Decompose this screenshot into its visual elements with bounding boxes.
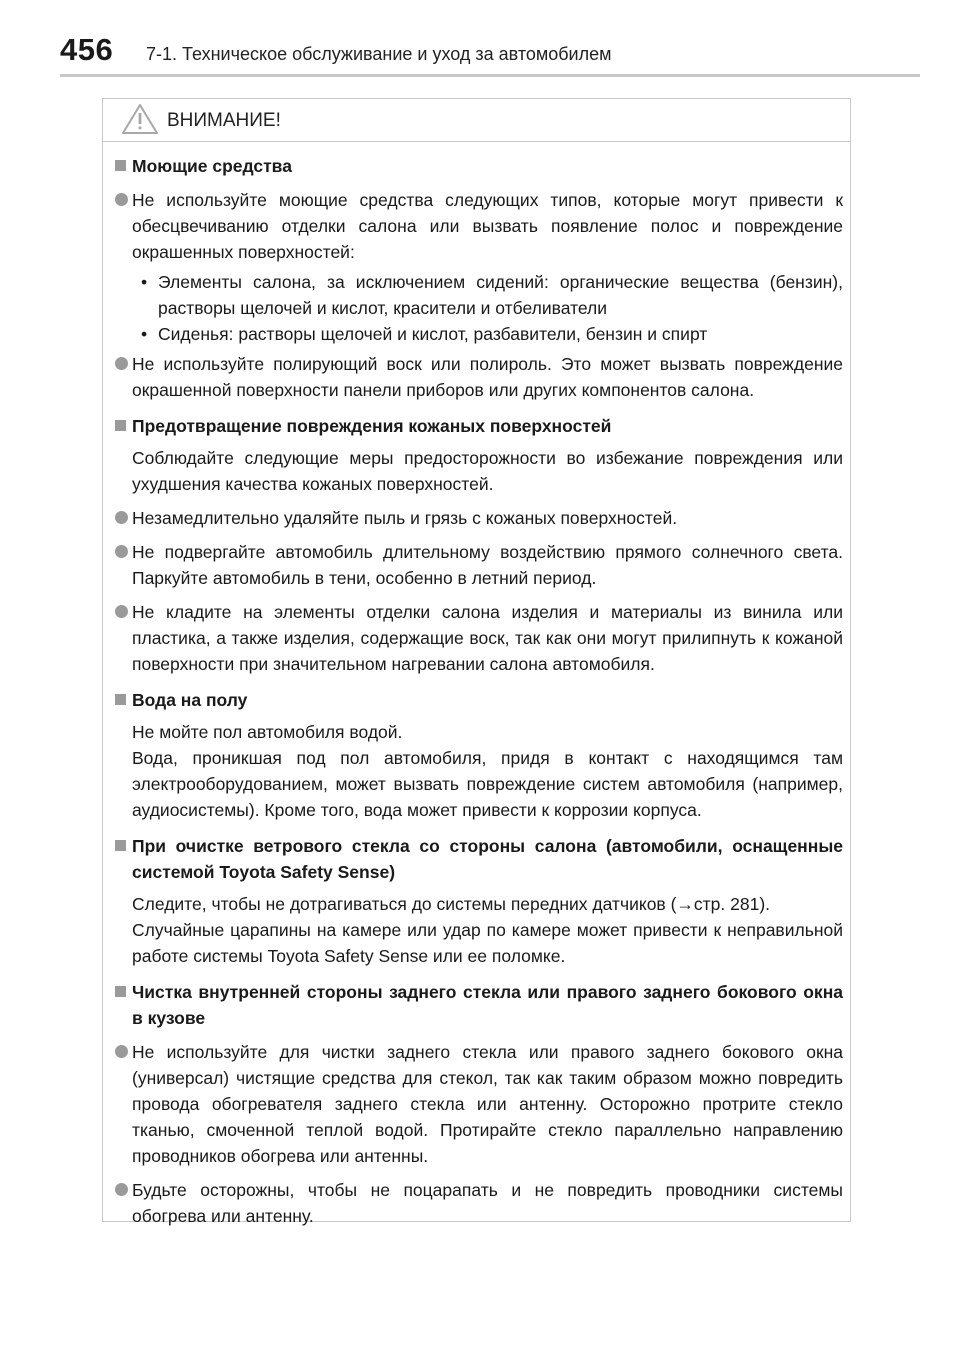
gray-circle-bullet-icon (115, 545, 128, 558)
header-divider (60, 74, 920, 77)
bullet-icon: • (141, 272, 148, 292)
section-title: Чистка внутренней стороны заднего стекла или правого заднего бокового окна в кузове (115, 979, 843, 1031)
gray-square-icon (115, 840, 126, 851)
section-title: Предотвращение повреждения кожаных поверхностей (115, 413, 843, 439)
gray-circle-bullet-icon (115, 193, 128, 206)
caution-title: ВНИМАНИЕ! (167, 110, 281, 131)
chapter-title: 7-1. Техническое обслуживание и уход за автомобилем (146, 44, 612, 64)
warning-triangle-icon (121, 103, 159, 135)
caution-header (103, 99, 850, 142)
gray-circle-bullet-icon (115, 1045, 128, 1058)
list-item: Не кладите на элементы отделки салона изделия и материалы из винила или пластика, а также изделия, содержащие воск, так как они могут прилипнуть к кожаной поверхности при значительном нагревании салона автомобиля. (115, 599, 843, 677)
paragraph: Не мойте пол автомобиля водой. (132, 722, 403, 742)
bullet-icon: • (141, 324, 148, 344)
section-title: Вода на полу (115, 687, 843, 713)
caution-box (102, 98, 851, 1226)
paragraph: Случайные царапины на камере или удар по камере может привести к неправильной работе системы Toyota Safety Sense или ее поломке. (132, 920, 843, 966)
list-item: Не используйте полирующий воск или полироль. Это может вызвать повреждение окрашенной поверхности панели приборов или других компонентов салона. (115, 351, 843, 403)
caution-content (115, 153, 843, 1229)
gray-circle-bullet-icon (115, 605, 128, 618)
gray-square-icon (115, 420, 126, 431)
gray-square-icon (115, 694, 126, 705)
list-item: Не используйте для чистки заднего стекла или правого заднего бокового окна (универсал) чистящие средства для стекол, так как таким образом можно повредить провода обогревателя заднего стекла или антенну. Осторожно протрите стекло тканью, смоченной теплой водой. Протирайте стекло параллельно направлению проводников обогрева или антенны. (115, 1039, 843, 1169)
gray-circle-bullet-icon (115, 357, 128, 370)
page-header (60, 32, 920, 72)
paragraph: Следите, чтобы не дотрагиваться до системы передних датчиков (→стр. 281). (132, 894, 771, 914)
page-number: 456 (60, 32, 114, 67)
section-title: При очистке ветрового стекла со стороны салона (автомобили, оснащенные системой Toyota Safety Sense) (115, 833, 843, 885)
sub-list-item: • Элементы салона, за исключением сидений: органические вещества (бензин), растворы щелочей и кислот, красители и отбеливатели (115, 269, 843, 321)
gray-circle-bullet-icon (115, 1183, 128, 1196)
section-intro: Соблюдайте следующие меры предосторожности во избежание повреждения или ухудшения качества кожаных поверхностей. (132, 448, 843, 494)
section-title: Моющие средства (115, 153, 843, 179)
list-item: Не используйте моющие средства следующих типов, которые могут привести к обесцвечиванию отделки салона или вызвать появление полос и повреждение окрашенных поверхностей: (115, 187, 843, 265)
gray-circle-bullet-icon (115, 511, 128, 524)
gray-square-icon (115, 986, 126, 997)
list-item: Не подвергайте автомобиль длительному воздействию прямого солнечного света. Паркуйте автомобиль в тени, особенно в летний период. (115, 539, 843, 591)
list-item: Незамедлительно удаляйте пыль и грязь с кожаных поверхностей. (115, 505, 843, 531)
sub-list-item: • Сиденья: растворы щелочей и кислот, разбавители, бензин и спирт (115, 321, 843, 347)
paragraph: Вода, проникшая под пол автомобиля, придя в контакт с находящимся там электрооборудованием, может вызвать повреждение систем автомобиля (например, аудиосистемы). Кроме того, вода может привести к коррозии корпуса. (132, 748, 843, 820)
gray-square-icon (115, 160, 126, 171)
list-item: Будьте осторожны, чтобы не поцарапать и не повредить проводники системы обогрева или антенну. (115, 1177, 843, 1229)
